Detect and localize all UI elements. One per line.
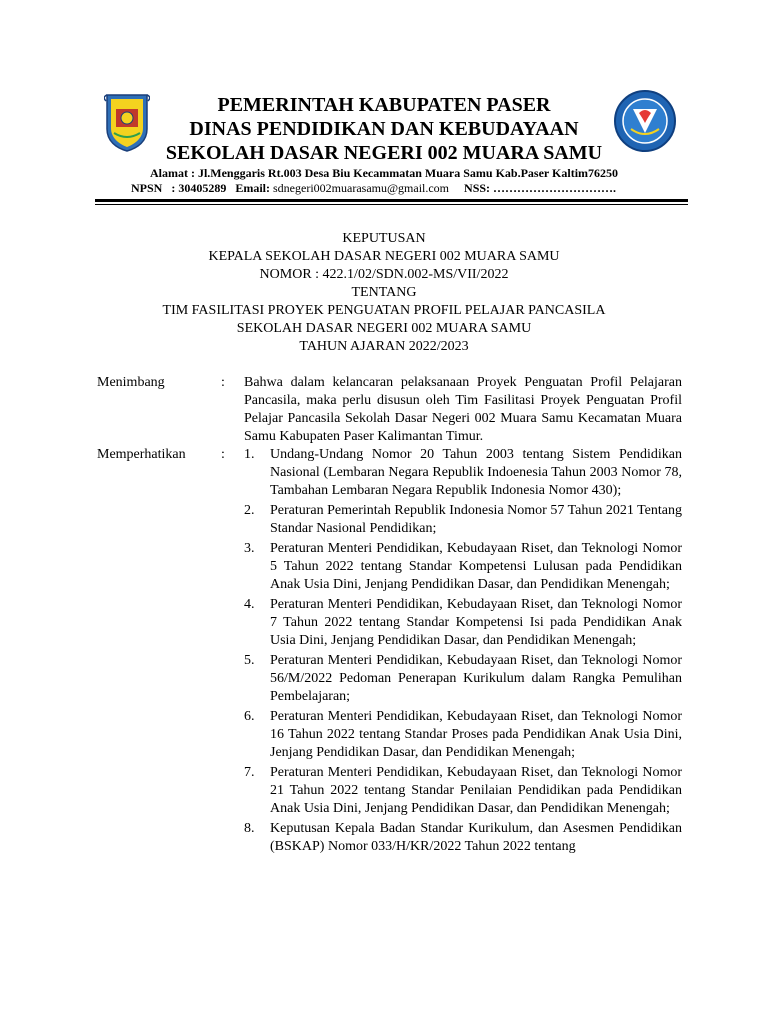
decree-school: SEKOLAH DASAR NEGERI 002 MUARA SAMU [236,321,532,336]
memperhatikan-list [244,446,682,858]
list-item [244,540,682,594]
school-name: SEKOLAH DASAR NEGERI 002 MUARA SAMU [165,142,603,164]
list-item-number: 2. [244,503,255,518]
list-item [244,502,682,538]
nss-value: …………………………. [493,181,617,195]
decree-number: NOMOR : 422.1/02/SDN.002-MS/VII/2022 [259,267,509,282]
list-item-number: 5. [244,653,255,668]
list-item [244,764,682,818]
letterhead-rule-thin [95,204,688,205]
letterhead-rule-thick [95,199,688,202]
npsn-value: : 30405289 [171,181,227,195]
list-item [244,652,682,706]
menimbang-text: Bahwa dalam kelancaran pelaksanaan Proyek Penguatan Profil Pelajaran Pancasila, maka perlu disusun oleh Tim Fasilitasi Proyek Penguatan Profil Pelajar Pancasila Sekolah Dasar Negeri 002 Muara Samu Kecamatan Muara Samu Kabupaten Paser Kalimantan Timur. [244,375,682,444]
nss-label: NSS: [464,181,491,195]
list-item-number: 1. [244,447,255,462]
decree-about-label: TENTANG [351,285,417,300]
decree-year: TAHUN AJARAN 2022/2023 [299,339,469,354]
list-item [244,596,682,650]
list-item-text: Undang-Undang Nomor 20 Tahun 2003 tentang Sistem Pendidikan Nasional (Lembaran Negara Republik Indoenesia Tahun 2003 Nomor 78, Tambahan Lembaran Negara Republik Indonesia Nomor 430); [270,447,682,498]
list-item-number: 7. [244,765,255,780]
npsn-label: NPSN [131,181,163,195]
email-label: Email: [235,181,271,195]
decree-heading: KEPUTUSAN [342,231,426,246]
list-item [244,820,682,856]
list-item-number: 6. [244,709,255,724]
school-address: Alamat : Jl.Menggaris Rt.003 Desa Biu Kecammatan Muara Samu Kab.Paser Kaltim76250 [149,166,619,180]
list-item-text: Peraturan Menteri Pendidikan, Kebudayaan Riset, dan Teknologi Nomor 5 Tahun 2022 tentang Standar Kompetensi Lulusan pada Pendidikan Anak Usia Dini, Jenjang Pendidikan Dasar, dan Pendidikan Menengah; [270,541,682,592]
government-name: PEMERINTAH KABUPATEN PASER [217,94,551,116]
list-item-text: Peraturan Pemerintah Republik Indonesia Nomor 57 Tahun 2021 Tentang Standar Nasional Pendidikan; [270,503,682,536]
decree-subject: TIM FASILITASI PROYEK PENGUATAN PROFIL PELAJAR PANCASILA [162,303,606,318]
department-name: DINAS PENDIDIKAN DAN KEBUDAYAAN [189,118,579,140]
list-item-number: 3. [244,541,255,556]
menimbang-label: Menimbang [97,375,165,390]
email-value: sdnegeri002muarasamu@gmail.com [273,181,450,195]
list-item-text: Peraturan Menteri Pendidikan, Kebudayaan Riset, dan Teknologi Nomor 56/M/2022 Pedoman Penerapan Kurikulum dalam Rangka Pemulihan Pembelajaran; [270,653,682,704]
school-contact [131,181,616,196]
list-item-text: Peraturan Menteri Pendidikan, Kebudayaan Riset, dan Teknologi Nomor 21 Tahun 2022 tentang Standar Penilaian Pendidikan pada Pendidikan Anak Usia Dini, Jenjang Pendidikan Dasar, dan Pendidikan Menengah; [270,765,682,816]
list-item-text: Keputusan Kepala Badan Standar Kurikulum, dan Asesmen Pendidikan (BSKAP) Nomor 033/H/KR/2022 Tahun 2022 tentang [270,821,682,854]
list-item [244,446,682,500]
list-item-text: Peraturan Menteri Pendidikan, Kebudayaan Riset, dan Teknologi Nomor 16 Tahun 2022 tentang Standar Proses pada Pendidikan Anak Usia Dini, Jenjang Pendidikan Dasar, dan Pendidikan Menengah; [270,709,682,760]
list-item-number: 4. [244,597,255,612]
decree-title [0,230,768,356]
list-item-text: Peraturan Menteri Pendidikan, Kebudayaan Riset, dan Teknologi Nomor 7 Tahun 2022 tentang Standar Kompetensi Isi pada Pendidikan Anak Usia Dini, Jenjang Pendidikan Dasar, dan Pendidikan Menengah; [270,597,682,648]
memperhatikan-colon: : [221,447,225,462]
decree-issuer: KEPALA SEKOLAH DASAR NEGERI 002 MUARA SAMU [208,249,560,264]
list-item [244,708,682,762]
memperhatikan-label: Memperhatikan [97,447,186,462]
list-item-number: 8. [244,821,255,836]
menimbang-colon: : [221,375,225,390]
